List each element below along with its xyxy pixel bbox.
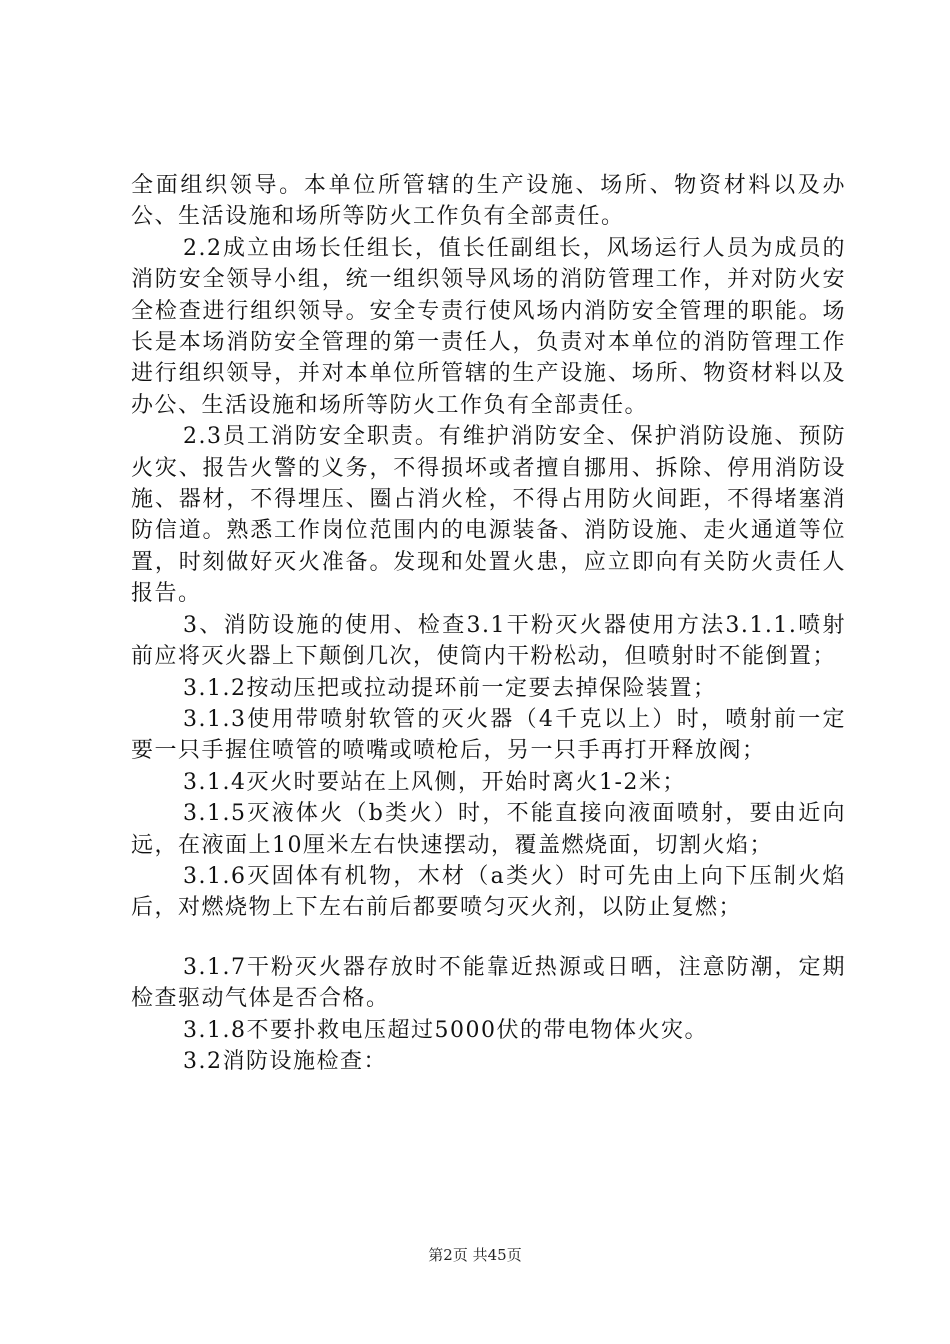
paragraph-3-1-5: 3.1.5灭液体火（b类火）时，不能直接向液面喷射，要由近向远，在液面上10厘米左右快速摆动，覆盖燃烧面，切割火焰； [131,801,846,858]
page-number-footer: 第2页 共45页 [428,1246,522,1264]
paragraph-3-1-7: 3.1.7干粉灭火器存放时不能靠近热源或日晒，注意防潮，定期检查驱动气体是否合格。 [131,954,846,1012]
paragraph-2-3: 2.3员工消防安全职责。有维护消防安全、保护消防设施、预防火灾、报告火警的义务，不得损坏或者擅自挪用、拆除、停用消防设施、器材，不得埋压、圈占消火栓，不得占用防火间距，不得堵塞消防信道。熟悉工作岗位范围内的电源装备、消防设施、走火通道等位置，时刻做好灭火准备。发现和处置火患，应立即向有关防火责任人报告。 [131,424,846,607]
paragraph-3-1-3: 3.1.3使用带喷射软管的灭火器（4千克以上）时，喷射前一定要一只手握住喷管的喷嘴或喷枪后，另一只手再打开释放阀； [131,706,846,764]
paragraph-3-1-2: 3.1.2按动压把或拉动提环前一定要去掉保险装置； [183,675,717,701]
paragraph-3-1-4: 3.1.4灭火时要站在上风侧，开始时离火1-2米； [183,769,686,795]
paragraph-3-2: 3.2消防设施检查： [183,1048,387,1074]
paragraph-3: 3、消防设施的使用、检查3.1干粉灭火器使用方法3.1.1.喷射前应将灭火器上下颠倒几次，使筒内干粉松动，但喷射时不能倒置； [131,612,846,670]
document-body [131,170,846,1077]
paragraph-2-2: 2.2成立由场长任组长，值长任副组长，风场运行人员为成员的消防安全领导小组，统一组织领导风场的消防管理工作，并对防火安全检查进行组织领导。安全专责行使风场内消防安全管理的职能。场长是本场消防安全管理的第一责任人，负责对本单位的消防管理工作进行组织领导，并对本单位所管辖的生产设施、场所、物资材料以及办公、生活设施和场所等防火工作负有全部责任。 [131,235,846,418]
paragraph-3-1-6: 3.1.6灭固体有机物，木材（a类火）时可先由上向下压制火焰后，对燃烧物上下左右前后都要喷匀灭火剂，以防止复燃； [131,863,846,921]
paragraph-3-1-8: 3.1.8不要扑救电压超过5000伏的带电物体火灾。 [183,1017,708,1043]
paragraph-1: 全面组织领导。本单位所管辖的生产设施、场所、物资材料以及办公、生活设施和场所等防火工作负有全部责任。 [131,173,846,230]
